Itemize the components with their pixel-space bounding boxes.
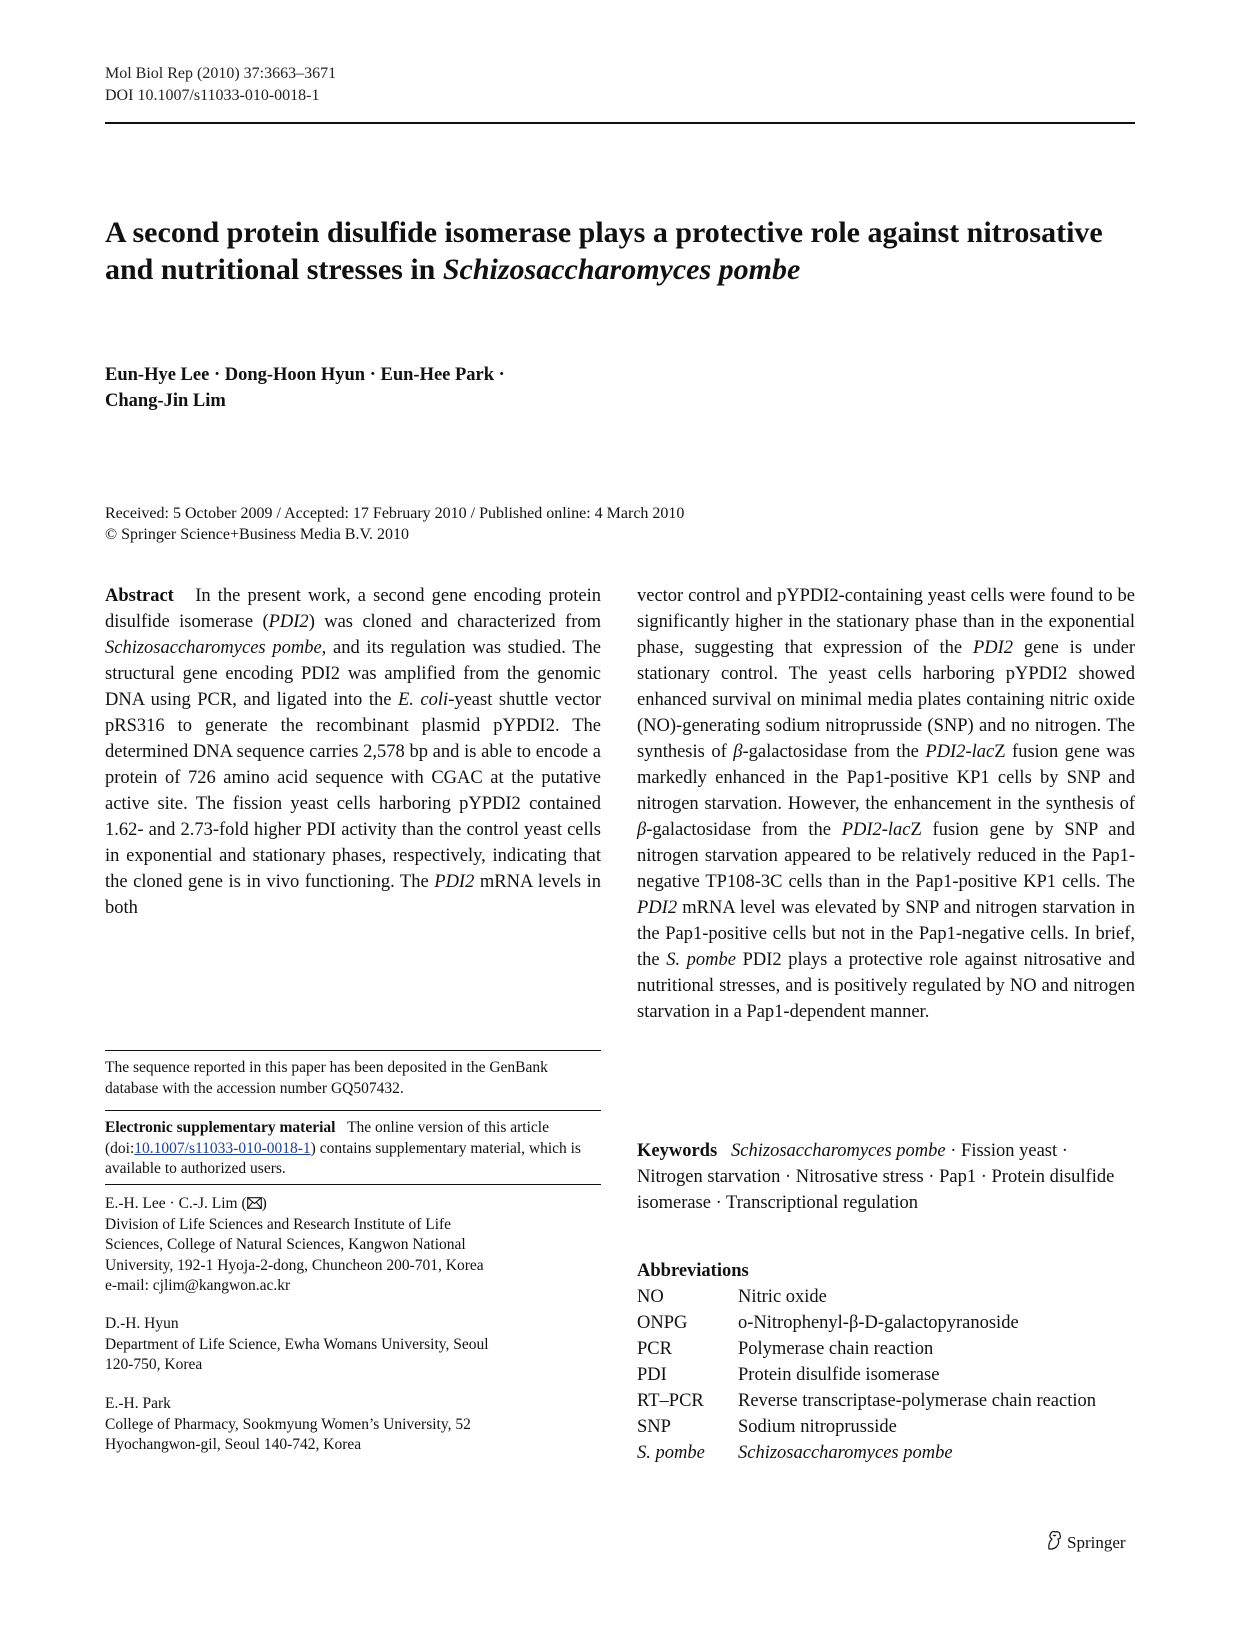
abbreviation-row: ONPG o-Nitrophenyl-β-D-galactopyranoside xyxy=(637,1313,1019,1333)
abbreviations-heading: Abbreviations xyxy=(637,1261,749,1281)
footnote-rule-2 xyxy=(105,1110,601,1111)
abstract-label: Abstract xyxy=(105,586,174,606)
footnote-rule-3 xyxy=(105,1184,601,1185)
affiliation-2: D.-H. Hyun Department of Life Science, Ewha Womans University, Seoul 120-750, Korea xyxy=(105,1315,489,1373)
affiliation-3: E.-H. Park College of Pharmacy, Sookmyung Women’s University, 52 Hyochangwon-gil, Seoul 140-742, Korea xyxy=(105,1395,471,1453)
springer-logo xyxy=(1045,1530,1126,1556)
envelope-icon[interactable] xyxy=(247,1195,262,1212)
abbreviation-row: PDI Protein disulfide isomerase xyxy=(637,1365,940,1385)
abbreviation-row: RT–PCR Reverse transcriptase-polymerase chain reaction xyxy=(637,1391,1097,1411)
springer-wordmark: Springer xyxy=(1067,1533,1126,1552)
received-accepted-line: Received: 5 October 2009 / Accepted: 17 February 2010 / Published online: 4 March 2010 xyxy=(105,505,685,522)
journal-header xyxy=(105,63,336,107)
abbreviation-row: NO Nitric oxide xyxy=(637,1287,827,1307)
header-rule xyxy=(105,122,1135,124)
affiliation-1: E.-H. Lee · C.-J. Lim ( ) Division of Life Sciences and Research Institute of Life Sciences, College of Natural Sciences, Kangwon National University, 192-1 Hyoja-2-dong, Chuncheon 200-701, Korea e-mail: cjlim@kangwon.ac.kr xyxy=(105,1194,601,1297)
copyright-line: © Springer Science+Business Media B.V. 2010 xyxy=(105,526,409,543)
abbreviation-row: PCR Polymerase chain reaction xyxy=(637,1339,934,1359)
abstract-right-column: vector control and pYPDI2-containing yeast cells were found to be significantly higher in the stationary phase than in the exponential phase, suggesting that expression of the PDI2 gene is under stationary control. The yeast cells harboring pYPDI2 showed enhanced survival on minimal media plates containing nitric oxide (NO)-generating sodium nitroprusside (SNP) and no nitrogen. The synthesis of β-galactosidase from the PDI2-lacZ fusion gene was markedly enhanced in the Pap1-positive KP1 cells by SNP and nitrogen starvation. However, the enhancement in the synthesis of β-galactosidase from the PDI2-lacZ fusion gene by SNP and nitrogen starvation appeared to be relatively reduced in the Pap1-negative TP108-3C cells than in the Pap1-positive KP1 cells. The PDI2 mRNA level was elevated by SNP and nitrogen starvation in the Pap1-positive cells but not in the Pap1-negative cells. In brief, the S. pombe PDI2 plays a protective role against nitrosative and nutritional stresses, and is positively regulated by NO and nitrogen starvation in a Pap1-dependent manner. xyxy=(637,586,1136,1022)
esm-doi-link[interactable]: 10.1007/s11033-010-0018-1 xyxy=(134,1139,311,1157)
doi: DOI 10.1007/s11033-010-0018-1 xyxy=(105,87,320,104)
publication-dates xyxy=(105,503,1135,545)
abstract-left-column: Abstract In the present work, a second gene encoding protein disulfide isomerase (PDI2) was cloned and characterized from Schizosaccharomyces pombe, and its regulation was studied. The structural gene encoding PDI2 was amplified from the genomic DNA using PCR, and ligated into the E. coli-yeast shuttle vector pRS316 to generate the recombinant plasmid pYPDI2. The determined DNA sequence carries 2,578 bp and is able to encode a protein of 726 amino acid sequence with CGAC at the putative active site. The fission yeast cells harboring pYPDI2 contained 1.62- and 2.73-fold higher PDI activity than the control yeast cells in exponential and stationary phases, respectively, indicating that the cloned gene is in vivo functioning. The PDI2 mRNA levels in both xyxy=(105,586,602,918)
abbreviations-table xyxy=(637,1284,1128,1466)
esm-note: Electronic supplementary material The online version of this article (doi:10.1007/s11033-010-0018-1) contains supplementary material, which is available to authorized users. xyxy=(105,1119,581,1177)
keywords-label: Keywords xyxy=(637,1141,718,1161)
contact-email[interactable]: e-mail: cjlim@kangwon.ac.kr xyxy=(105,1277,291,1294)
abbreviation-row: SNP Sodium nitroprusside xyxy=(637,1417,897,1437)
paper-title: A second protein disulfide isomerase plays a protective role against nitrosative and nutritional stresses in Schizosaccharomyces pombe xyxy=(105,216,1103,286)
keywords: Keywords Schizosaccharomyces pombe · Fission yeast · Nitrogen starvation · Nitrosative stress · Pap1 · Protein disulfide isomerase · Transcriptional regulation xyxy=(637,1141,1115,1213)
author-list xyxy=(105,362,705,414)
springer-horse-icon xyxy=(1045,1530,1063,1556)
esm-label: Electronic supplementary material xyxy=(105,1119,336,1136)
authors-line-2: Chang-Jin Lim xyxy=(105,391,226,411)
footnote-rule-1 xyxy=(105,1050,601,1051)
abbreviation-row: S. pombe Schizosaccharomyces pombe xyxy=(637,1443,953,1463)
authors-line-1: Eun-Hye Lee · Dong-Hoon Hyun · Eun-Hee Park · xyxy=(105,365,505,385)
journal-citation: Mol Biol Rep (2010) 37:3663–3671 xyxy=(105,65,337,82)
genbank-note: The sequence reported in this paper has been deposited in the GenBank database with the accession number GQ507432. xyxy=(105,1059,548,1097)
